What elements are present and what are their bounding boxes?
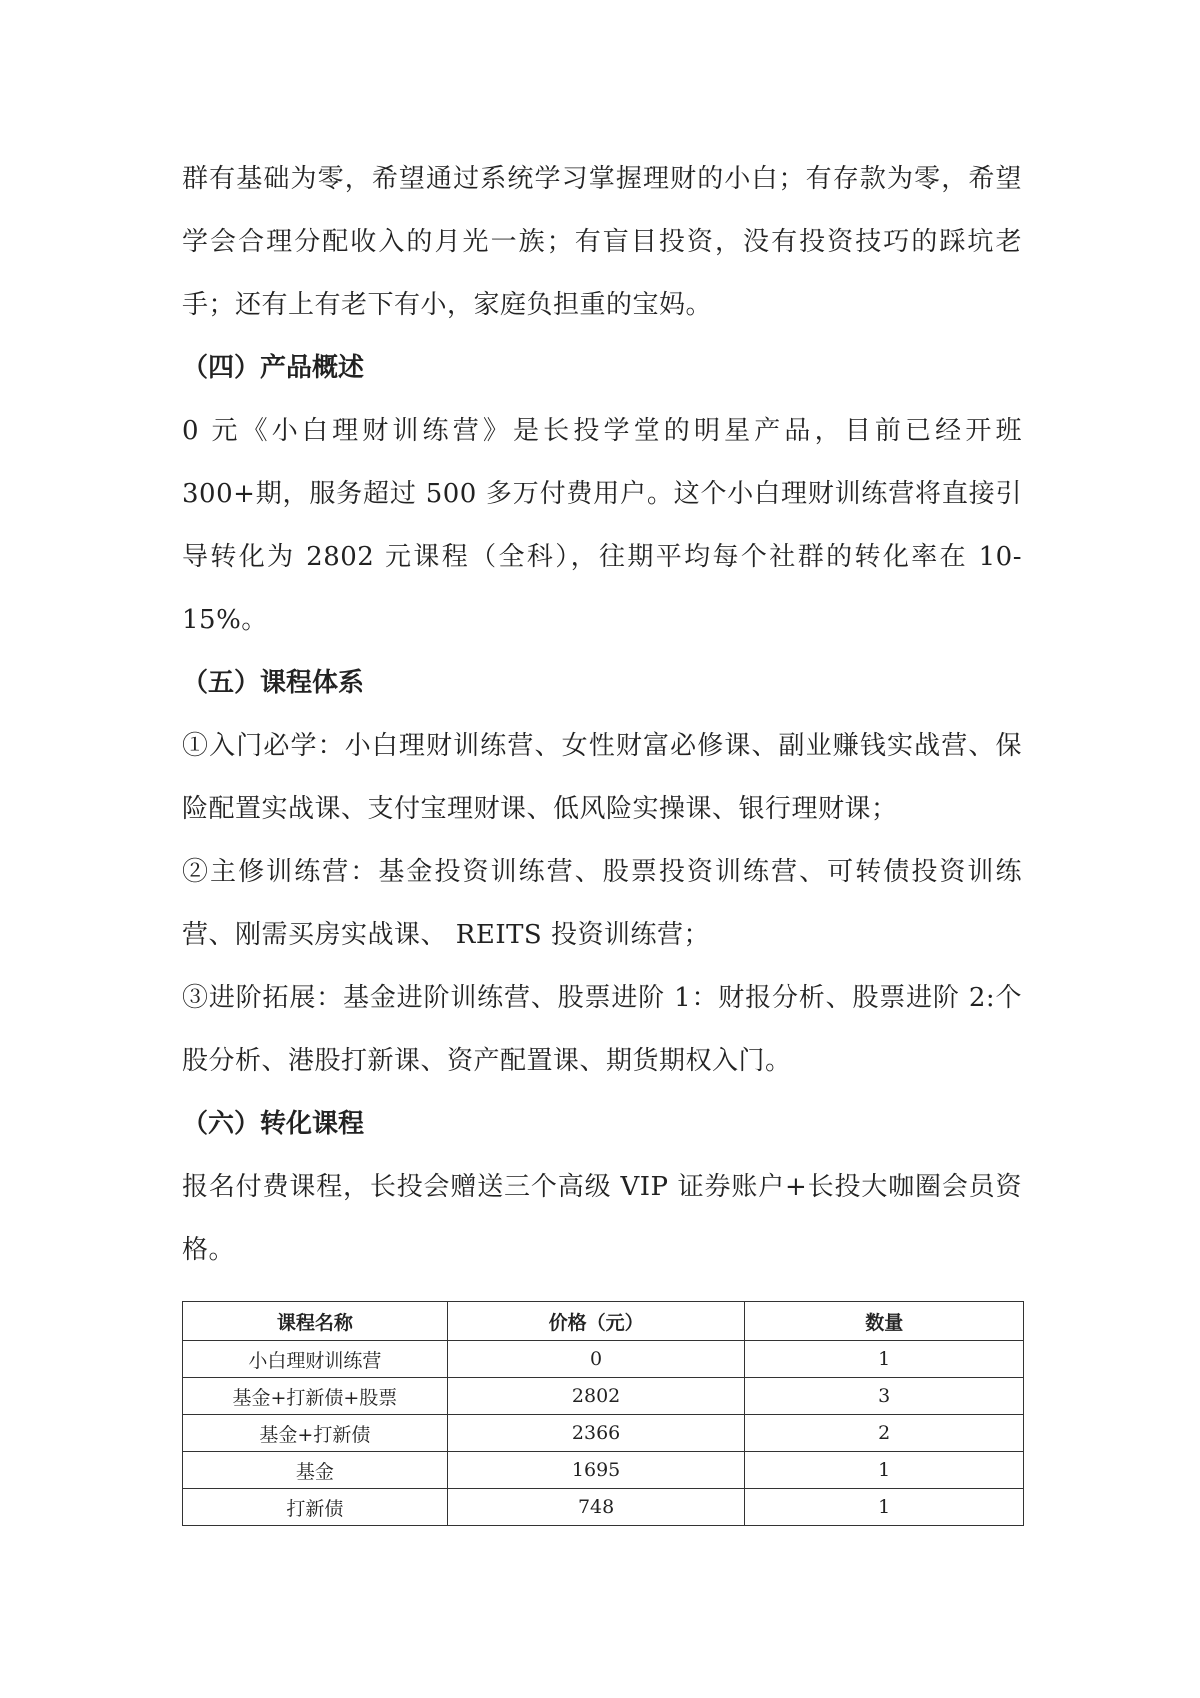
table-row — [183, 1378, 1024, 1415]
cell-quantity: 2 — [745, 1415, 1024, 1452]
course-price-table — [182, 1301, 1024, 1526]
cell-quantity: 1 — [745, 1341, 1024, 1378]
table-header-row — [183, 1302, 1024, 1341]
header-price: 价格（元） — [447, 1302, 745, 1341]
document-body — [182, 148, 1022, 1282]
cell-course-name: 小白理财训练营 — [183, 1341, 448, 1378]
header-course-name: 课程名称 — [183, 1302, 448, 1341]
table-row — [183, 1452, 1024, 1489]
section4-heading: （四）产品概述 — [182, 353, 365, 383]
table-row — [183, 1341, 1024, 1378]
section5-heading: （五）课程体系 — [182, 668, 365, 698]
section5-item-1: ①入门必学：小白理财训练营、女性财富必修课、副业赚钱实战营、保险配置实战课、支付宝理财课、低风险实操课、银行理财课； — [182, 731, 1022, 824]
cell-price: 748 — [447, 1489, 745, 1526]
cell-quantity: 1 — [745, 1489, 1024, 1526]
section6-heading: （六）转化课程 — [182, 1109, 365, 1139]
section5-item-3: ③进阶拓展：基金进阶训练营、股票进阶 1：财报分析、股票进阶 2:个股分析、港股打新课、资产配置课、期货期权入门。 — [182, 983, 1022, 1076]
cell-quantity: 1 — [745, 1452, 1024, 1489]
table-row — [183, 1415, 1024, 1452]
cell-course-name: 基金+打新债+股票 — [183, 1378, 448, 1415]
section5-item-2: ②主修训练营：基金投资训练营、股票投资训练营、可转债投资训练营、刚需买房实战课、 REITS 投资训练营； — [182, 857, 1022, 950]
section6-paragraph: 报名付费课程，长投会赠送三个高级 VIP 证券账户+长投大咖圈会员资格。 — [182, 1172, 1022, 1265]
cell-course-name: 基金 — [183, 1452, 448, 1489]
cell-course-name: 打新债 — [183, 1489, 448, 1526]
cell-price: 2366 — [447, 1415, 745, 1452]
cell-quantity: 3 — [745, 1378, 1024, 1415]
cell-price: 0 — [447, 1341, 745, 1378]
table-row — [183, 1489, 1024, 1526]
cell-price: 1695 — [447, 1452, 745, 1489]
cell-price: 2802 — [447, 1378, 745, 1415]
cell-course-name: 基金+打新债 — [183, 1415, 448, 1452]
intro-paragraph: 群有基础为零，希望通过系统学习掌握理财的小白；有存款为零，希望学会合理分配收入的月光一族；有盲目投资，没有投资技巧的踩坑老手；还有上有老下有小，家庭负担重的宝妈。 — [182, 164, 1022, 320]
section4-paragraph: 0 元《小白理财训练营》是长投学堂的明星产品，目前已经开班 300+期，服务超过 500 多万付费用户。这个小白理财训练营将直接引导转化为 2802 元课程（全科），往期平均每个社群的转化率在 10-15%。 — [182, 416, 1022, 635]
header-quantity: 数量 — [745, 1302, 1024, 1341]
